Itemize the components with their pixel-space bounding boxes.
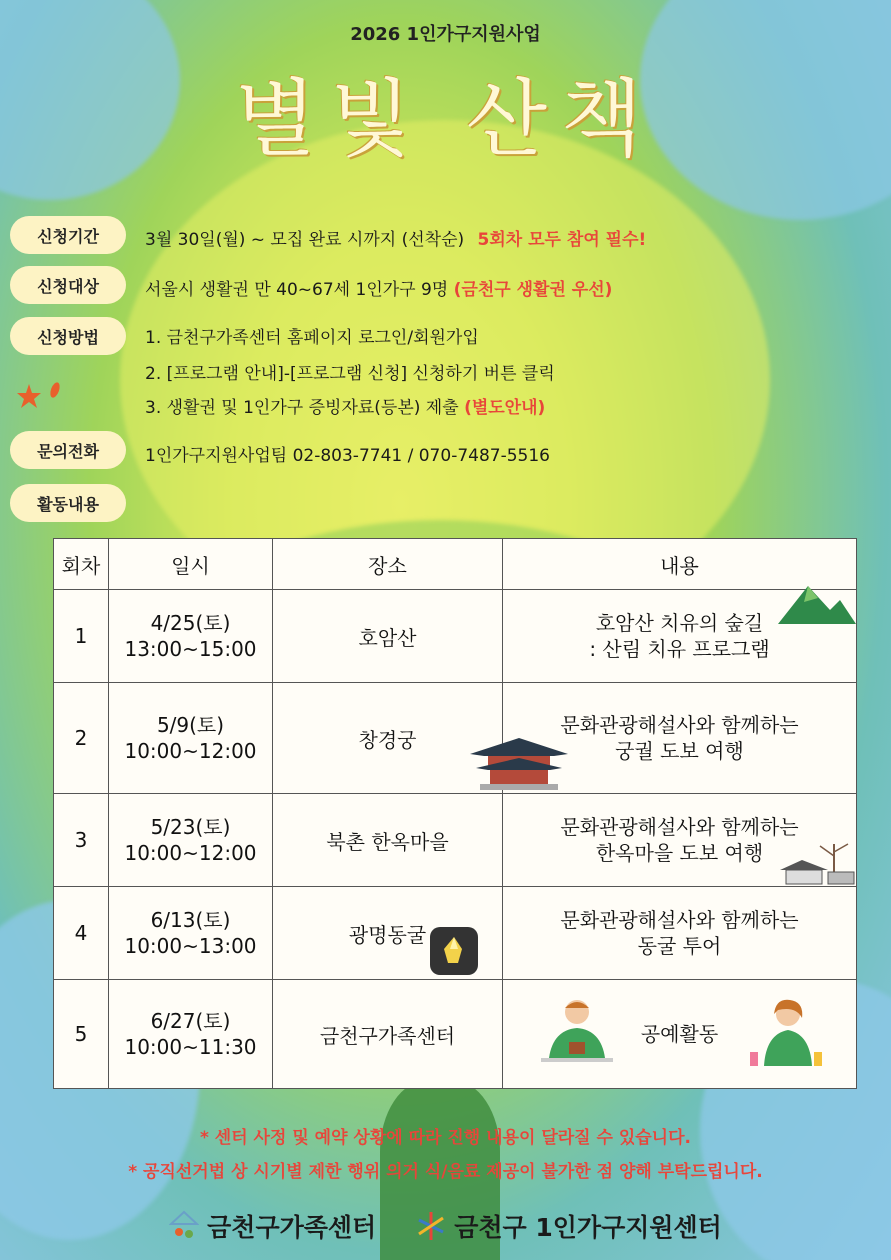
contact-info: 1인가구지원사업팀 02-803-7741 / 070-7487-5516: [145, 446, 550, 466]
content-cell: [503, 794, 857, 887]
place-cell: [273, 887, 503, 980]
table-row: [54, 887, 857, 980]
table-row: [54, 980, 857, 1089]
org1-logo: [169, 1208, 376, 1244]
table-header-row: [54, 539, 857, 590]
activity-label: 활동내용: [10, 484, 126, 522]
content-line: 동굴 투어: [637, 934, 722, 958]
period-text: 3월 30일(월) ~ 모집 완료 시까지 (선착순): [145, 230, 465, 250]
date-cell: [109, 590, 273, 683]
content-cell: [503, 980, 857, 1089]
mountain-icon: [778, 580, 856, 628]
time-text: 10:00~11:30: [124, 1035, 257, 1059]
content-line: 궁궐 도보 여행: [615, 739, 744, 763]
target-highlight: (금천구 생활권 우선): [453, 280, 613, 300]
craft-woman-icon: [748, 996, 826, 1078]
date-cell: [109, 887, 273, 980]
round-cell: 2: [54, 683, 109, 794]
family-center-logo-icon: [169, 1210, 199, 1242]
palace-icon: [466, 736, 572, 792]
content-line: : 산림 치유 프로그램: [589, 637, 770, 661]
round-cell: 1: [54, 590, 109, 683]
header-content: 내용: [503, 539, 857, 590]
content-line: 한옥마을 도보 여행: [595, 841, 764, 865]
content-line: 호암산 치유의 숲길: [595, 611, 764, 635]
notice-2: * 공직선거법 상 시기별 제한 행위 의거 식/음료 제공이 불가한 점 양해 부탁드립니다.: [128, 1162, 763, 1182]
date-text: 4/25(토): [150, 611, 231, 635]
single-household-center-logo-icon: [416, 1210, 446, 1242]
date-cell: [109, 794, 273, 887]
page-title: 별빛 산책: [234, 70, 657, 168]
table-row: [54, 683, 857, 794]
place-text: 창경궁: [358, 727, 417, 752]
method-step2: 2. [프로그램 안내]-[프로그램 신청] 신청하기 버튼 클릭: [145, 364, 555, 384]
header-date: 일시: [109, 539, 273, 590]
header-round: 회차: [54, 539, 109, 590]
content-line: 문화관광해설사와 함께하는: [560, 815, 799, 839]
period-label: 신청기간: [10, 216, 126, 254]
content-line: 공예활동: [640, 1022, 719, 1046]
table-row: [54, 794, 857, 887]
page-subtitle: 2026 1인가구지원사업: [350, 24, 541, 45]
craft-man-icon: [541, 996, 613, 1076]
contact-label: 문의전화: [10, 431, 126, 469]
date-text: 6/27(토): [150, 1009, 231, 1033]
method-step3-highlight: (별도안내): [464, 398, 546, 418]
content-line: 문화관광해설사와 함께하는: [560, 908, 799, 932]
target-label: 신청대상: [10, 266, 126, 304]
target-info: [145, 275, 612, 300]
round-cell: 4: [54, 887, 109, 980]
time-text: 13:00~15:00: [124, 637, 257, 661]
method-step1: 1. 금천구가족센터 홈페이지 로그인/회원가입: [145, 328, 479, 348]
time-text: 10:00~12:00: [124, 739, 257, 763]
cave-crystal-icon: [428, 925, 480, 977]
content-cell: [503, 887, 857, 980]
footer: [0, 1208, 891, 1244]
method-label: 신청방법: [10, 317, 126, 355]
period-info: [145, 225, 646, 250]
content-line: 문화관광해설사와 함께하는: [560, 713, 799, 737]
date-text: 5/9(토): [156, 713, 225, 737]
date-cell: [109, 980, 273, 1089]
notice-1: * 센터 사정 및 예약 상황에 따라 진행 내용이 달라질 수 있습니다.: [199, 1128, 691, 1148]
org2-name: 금천구 1인가구지원센터: [454, 1213, 722, 1242]
time-text: 10:00~12:00: [124, 841, 257, 865]
round-cell: 5: [54, 980, 109, 1089]
time-text: 10:00~13:00: [124, 934, 257, 958]
date-text: 5/23(토): [150, 815, 231, 839]
place-text: 광명동굴: [348, 922, 427, 947]
period-highlight: 5회차 모두 참여 필수!: [477, 230, 647, 250]
place-cell: 북촌 한옥마을: [273, 794, 503, 887]
round-cell: 3: [54, 794, 109, 887]
hanok-house-icon: [778, 840, 856, 886]
target-text: 서울시 생활권 만 40~67세 1인가구 9명: [145, 280, 449, 300]
header-place: 장소: [273, 539, 503, 590]
place-cell: 금천구가족센터: [273, 980, 503, 1089]
content-cell: [503, 590, 857, 683]
method-step3-text: 3. 생활권 및 1인가구 증빙자료(등본) 제출: [145, 398, 459, 418]
table-row: [54, 590, 857, 683]
org1-name: 금천구가족센터: [207, 1213, 377, 1242]
schedule-table: [53, 538, 857, 1089]
org2-logo: [416, 1208, 722, 1244]
method-step3: [145, 393, 545, 418]
place-cell: 호암산: [273, 590, 503, 683]
leaf-icon: [15, 380, 63, 414]
date-cell: [109, 683, 273, 794]
date-text: 6/13(토): [150, 908, 231, 932]
